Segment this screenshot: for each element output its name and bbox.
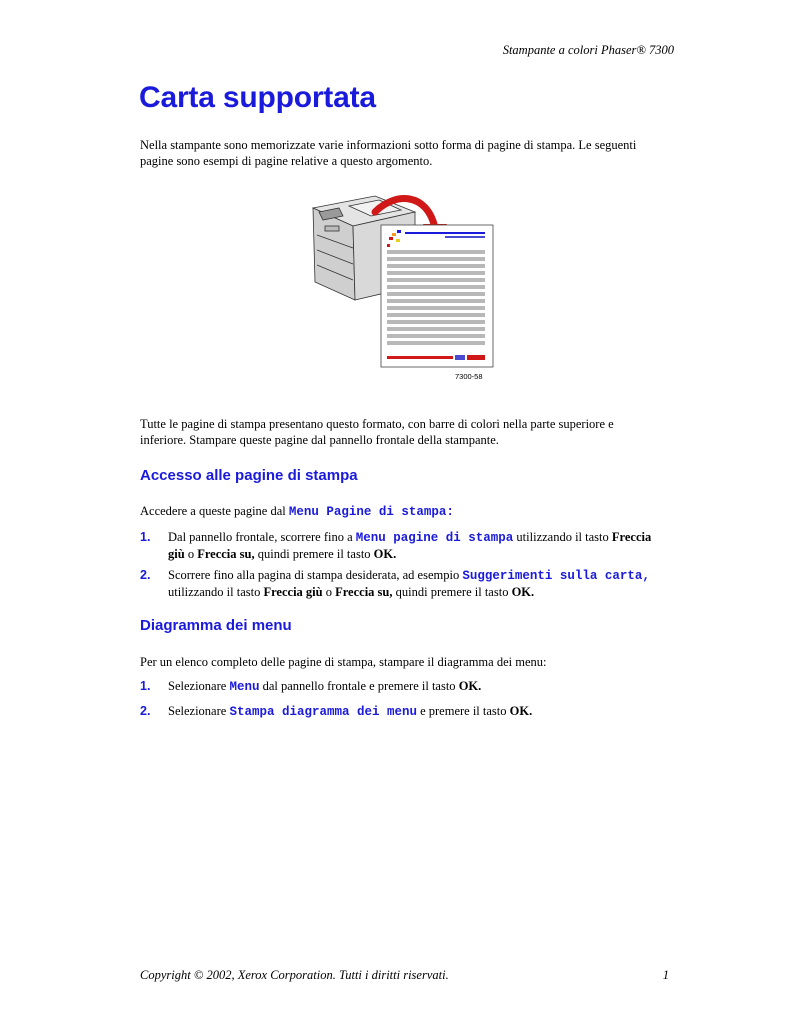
menu-map-step-1 bbox=[140, 678, 670, 695]
step-text-part: utilizzando il tasto bbox=[516, 530, 609, 544]
menu-path-code: Stampa diagramma dei menu bbox=[229, 705, 417, 719]
step-text-part: Selezionare bbox=[168, 704, 227, 718]
step-text-part: o bbox=[325, 585, 332, 599]
section-heading-menu-map: Diagramma dei menu bbox=[140, 617, 292, 634]
key-name: OK. bbox=[458, 679, 482, 693]
step-text bbox=[168, 703, 670, 720]
section-menu-map-lead: Per un elenco completo delle pagine di stampa, stampare il diagramma dei menu: bbox=[140, 655, 547, 669]
key-name: OK. bbox=[511, 585, 535, 599]
step-number: 2. bbox=[140, 568, 151, 582]
step-number: 2. bbox=[140, 704, 151, 718]
page-number: 1 bbox=[662, 968, 669, 982]
menu-path-code: Menu bbox=[229, 680, 260, 694]
step-text-part: quindi premere il tasto bbox=[395, 585, 509, 599]
step-text-part: Scorrere fino alla pagina di stampa desiderata, ad esempio bbox=[168, 568, 460, 582]
menu-path-code: Menu Pagine di stampa: bbox=[288, 505, 454, 519]
step-text bbox=[168, 567, 670, 600]
step-text-part: dal pannello frontale e premere il tasto bbox=[262, 679, 456, 693]
printer-to-page-illustration bbox=[305, 190, 505, 385]
access-step-1 bbox=[140, 529, 670, 562]
step-text-part: Selezionare bbox=[168, 679, 227, 693]
key-name: Freccia giù bbox=[168, 530, 652, 561]
running-header: Stampante a colori Phaser® 7300 bbox=[502, 43, 674, 57]
step-text-part: o bbox=[187, 547, 195, 561]
step-text-part: quindi premere il tasto bbox=[257, 547, 371, 561]
page-title: Carta supportata bbox=[139, 81, 376, 114]
menu-map-step-2 bbox=[140, 703, 670, 720]
section-access-lead bbox=[140, 503, 660, 520]
key-name: Freccia su, bbox=[197, 547, 255, 561]
step-text-part: Dal pannello frontale, scorrere fino a bbox=[168, 530, 353, 544]
key-name: Freccia su, bbox=[335, 585, 393, 599]
key-name: Freccia giù bbox=[263, 585, 323, 599]
section-heading-access: Accesso alle pagine di stampa bbox=[140, 467, 358, 484]
intro-paragraph: Nella stampante sono memorizzate varie informazioni sotto forma di pagine di stampa. Le seguenti pagine sono esempi di pagine relative a questo argomento. bbox=[140, 138, 637, 168]
description-paragraph: Tutte le pagine di stampa presentano questo formato, con barre di colori nella parte superiore e inferiore. Stampare queste pagine dal pannello frontale della stampante. bbox=[140, 417, 614, 447]
step-text bbox=[168, 529, 670, 562]
menu-path-code: Menu pagine di stampa bbox=[355, 531, 514, 545]
figure-label: 7300-58 bbox=[455, 372, 483, 381]
step-text bbox=[168, 678, 670, 695]
menu-path-code: Suggerimenti sulla carta, bbox=[462, 569, 650, 583]
step-text-part: e premere il tasto bbox=[420, 704, 507, 718]
lead-text: Accedere a queste pagine dal bbox=[140, 504, 286, 518]
print-page-icon bbox=[381, 225, 493, 367]
step-number: 1. bbox=[140, 679, 151, 693]
key-name: OK. bbox=[373, 547, 397, 561]
key-name: OK. bbox=[509, 704, 533, 718]
footer-copyright: Copyright © 2002, Xerox Corporation. Tutti i diritti riservati. bbox=[140, 968, 449, 982]
access-step-2 bbox=[140, 567, 670, 600]
step-text-part: utilizzando il tasto bbox=[168, 585, 261, 599]
step-number: 1. bbox=[140, 530, 151, 544]
